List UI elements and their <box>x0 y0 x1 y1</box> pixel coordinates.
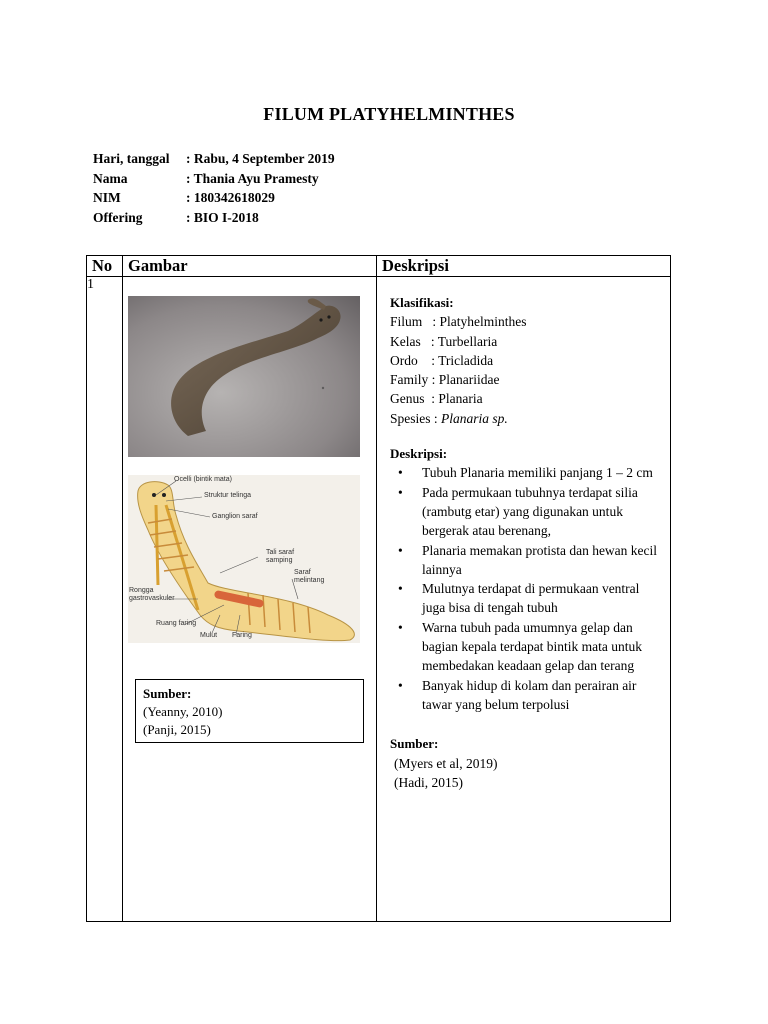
meta-value: : Rabu, 4 September 2019 <box>186 151 335 166</box>
meta-key: NIM <box>93 190 121 205</box>
klasifikasi-item: Genus : Planaria <box>390 391 483 407</box>
header-gambar: Gambar <box>123 256 377 277</box>
observation-table <box>86 255 671 922</box>
deskripsi-item: • Planaria memakan protista dan hewan kecil lainnya <box>422 541 662 580</box>
table-row <box>87 277 671 922</box>
meta-value: : 180342618029 <box>186 190 275 205</box>
label-mulut: Mulut <box>200 632 218 639</box>
klasifikasi-spesies <box>390 409 662 428</box>
gambar-source-heading: Sumber: <box>143 686 192 701</box>
deskripsi-item: • Tubuh Planaria memiliki panjang 1 – 2 cm <box>422 463 662 482</box>
spesies-label: Spesies : <box>390 410 442 426</box>
label-saraf: Saraf <box>294 569 311 576</box>
klasifikasi-list <box>390 312 662 428</box>
label-faring: Faring <box>232 632 252 639</box>
label-gastrovaskuler: gastrovaskuler <box>129 595 175 602</box>
label-ganglion: Ganglion saraf <box>212 513 258 520</box>
label-rongga: Rongga <box>129 587 154 594</box>
meta-key: Nama <box>93 170 128 186</box>
deskripsi-item: • Banyak hidup di kolam dan perairan air tawar yang belum terpolusi <box>422 676 662 715</box>
identity-block <box>93 149 335 227</box>
deskripsi-item: • Mulutnya terdapat di permukaan ventral juga bisa di tengah tubuh <box>422 579 662 618</box>
deskripsi-item: • Warna tubuh pada umumnya gelap dan bagian kepala terdapat bintik mata untuk membedakan keadaan gelap dan terang <box>422 618 662 676</box>
klasifikasi-item: Filum : Platyhelminthes <box>390 314 527 330</box>
meta-value: : Thania Ayu Pramesty <box>186 170 319 186</box>
planaria-anatomy-diagram <box>128 475 360 643</box>
sumber-item: (Myers et al, 2019) <box>394 755 498 771</box>
deskripsi-list <box>390 463 662 714</box>
deskripsi-item: • Pada permukaan tubuhnya terdapat silia (rambutg etar) yang digunakan untuk bergerak atau berenang, <box>422 483 662 541</box>
row-number: 1 <box>87 277 123 922</box>
page-title: FILUM PLATYHELMINTHES <box>263 104 515 124</box>
header-deskripsi: Deskripsi <box>377 256 671 277</box>
klasifikasi-heading: Klasifikasi: <box>390 295 454 310</box>
label-tali-saraf: Tali saraf <box>266 549 295 556</box>
anatomy-drawing <box>128 475 360 643</box>
sumber-heading: Sumber: <box>390 736 439 752</box>
sumber-item: (Hadi, 2015) <box>394 774 463 790</box>
meta-key: Hari, tanggal <box>93 151 170 166</box>
gambar-cell <box>123 277 377 922</box>
klasifikasi-item: Ordo : Tricladida <box>390 352 494 368</box>
meta-row-nim <box>93 188 335 208</box>
deskripsi-cell <box>377 277 671 922</box>
meta-row-date <box>93 149 335 169</box>
meta-row-offering <box>93 208 335 228</box>
gambar-source-box <box>135 679 364 743</box>
planaria-photo <box>128 296 360 457</box>
meta-row-name <box>93 169 335 189</box>
label-struktur-telinga: Struktur telinga <box>204 492 252 499</box>
label-samping: samping <box>266 557 293 564</box>
meta-value: : BIO I-2018 <box>186 209 259 225</box>
table-header-row <box>87 256 671 277</box>
label-ruang-faring: Ruang faring <box>156 620 197 627</box>
header-no: No <box>87 256 123 277</box>
gambar-source-item: (Yeanny, 2010) <box>143 704 223 719</box>
spesies-value: Planaria sp. <box>441 410 508 426</box>
klasifikasi-item: Family : Planariidae <box>390 372 500 388</box>
deskripsi-heading: Deskripsi: <box>390 446 448 462</box>
meta-key: Offering <box>93 209 143 225</box>
label-melintang: melintang <box>294 577 325 584</box>
klasifikasi-item: Kelas : Turbellaria <box>390 333 498 349</box>
gambar-source-item: (Panji, 2015) <box>143 722 211 737</box>
sumber-list <box>390 754 662 793</box>
label-ocelli: Ocelli (bintik mata) <box>174 476 232 483</box>
